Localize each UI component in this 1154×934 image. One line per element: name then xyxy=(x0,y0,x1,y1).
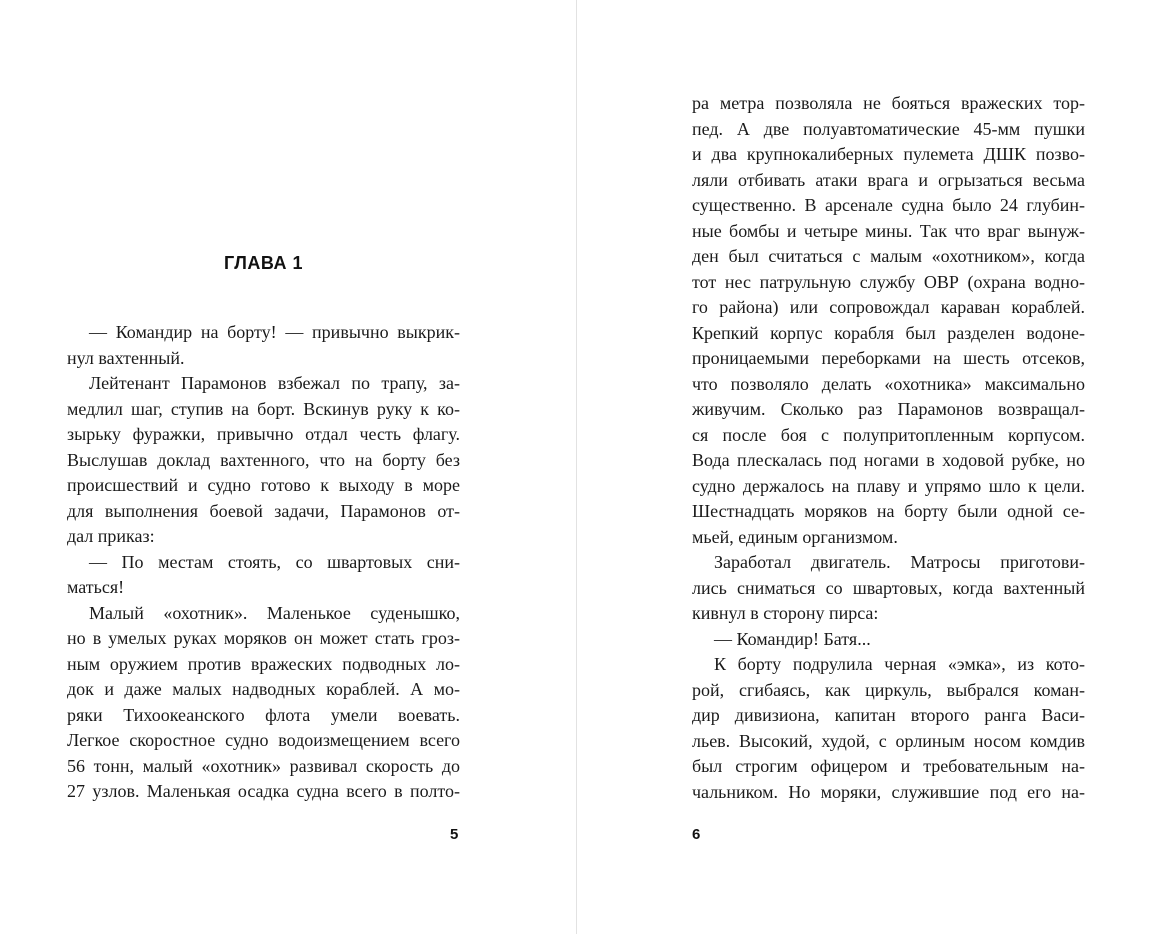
text-line: го района) или сопровождал караван кораблей. xyxy=(692,297,1085,317)
text-line: тот нес патрульную службу ОВР (охрана водно- xyxy=(692,271,1085,292)
text-line: что позволяло делать «охотника» максимально xyxy=(692,373,1085,394)
chapter-title: ГЛАВА 1 xyxy=(224,253,303,273)
text-line: ден был считаться с малым «охотником», когда xyxy=(692,246,1085,266)
text-line: Крепкий корпус корабля был разделен водоне- xyxy=(692,322,1085,343)
page-number: 5 xyxy=(450,826,459,843)
text-line: — Командир! Батя... xyxy=(714,628,871,649)
text-line: 56 тонн, малый «охотник» развивал скорость до xyxy=(67,755,460,776)
text-line: ные бомбы и четыре мины. Так что враг вынуж- xyxy=(692,220,1085,241)
text-line: рой, сгибаясь, как циркуль, выбрался коман- xyxy=(692,679,1085,700)
text-line: ра метра позволяла не бояться вражеских тор- xyxy=(692,93,1085,113)
text-line: лись сниматься со швартовых, когда вахтенный xyxy=(692,577,1085,598)
text-line: нул вахтенный. xyxy=(67,347,185,368)
left-page xyxy=(0,0,576,934)
text-line: Вода плескалась под ногами в ходовой рубке, но xyxy=(692,450,1085,470)
text-line: происшествий и судно готово к выходу в море xyxy=(67,475,460,495)
text-line: — По местам стоять, со швартовых сни- xyxy=(89,551,460,572)
text-line: живучим. Сколько раз Парамонов возвращал- xyxy=(692,399,1085,419)
text-line: Легкое скоростное судно водоизмещением всего xyxy=(67,730,460,750)
text-line: ся после боя с полупритопленным корпусом. xyxy=(692,424,1085,445)
text-line: К борту подрулила черная «эмка», из кото- xyxy=(714,654,1085,674)
text-line: но в умелых руках моряков он может стать гроз- xyxy=(67,628,460,648)
text-line: и два крупнокалиберных пулемета ДШК позво- xyxy=(692,144,1085,164)
text-line: дал приказ: xyxy=(67,526,155,546)
text-line: ным оружием против вражеских подводных ло- xyxy=(67,653,460,674)
text-line: существенно. В арсенале судна было 24 глубин- xyxy=(692,195,1085,215)
text-line: док и даже малых надводных кораблей. А мо- xyxy=(67,679,460,699)
text-line: проницаемыми переборками на шесть отсеков, xyxy=(692,348,1085,368)
text-line: Выслушав доклад вахтенного, что на борту без xyxy=(67,449,460,470)
text-line: ляли отбивать атаки врага и огрызаться весьма xyxy=(692,169,1085,190)
text-line: Малый «охотник». Маленькое суденышко, xyxy=(89,602,460,623)
page-number: 6 xyxy=(692,826,701,843)
text-line: Лейтенант Парамонов взбежал по трапу, за- xyxy=(89,373,460,393)
text-line: льев. Высокий, худой, с орлиным носом комдив xyxy=(692,730,1085,751)
text-line: ряки Тихоокеанского флота умели воевать. xyxy=(67,704,460,725)
text-line: 27 узлов. Маленькая осадка судна всего в полто- xyxy=(67,781,460,801)
text-line: Шестнадцать моряков на борту были одной се- xyxy=(692,501,1085,521)
text-line: чальником. Но моряки, служившие под его на- xyxy=(692,781,1085,802)
text-line: для выполнения боевой задачи, Парамонов от- xyxy=(67,500,460,521)
text-line: маться! xyxy=(67,577,125,597)
left-page-body xyxy=(67,320,460,805)
text-line: — Командир на борту! — привычно выкрик- xyxy=(89,322,460,342)
text-line: дир дивизиона, капитан второго ранга Васи- xyxy=(692,705,1085,725)
right-page-body xyxy=(692,91,1085,805)
text-line: мьей, единым организмом. xyxy=(692,526,898,547)
text-line: зырьку фуражки, привычно отдал честь флагу. xyxy=(67,424,460,444)
text-line: был строгим офицером и требовательным на- xyxy=(692,756,1085,776)
text-line: пед. А две полуавтоматические 45-мм пушки xyxy=(692,118,1085,139)
text-line: судно держалось на плаву и упрямо шло к цели. xyxy=(692,475,1085,496)
text-line: Заработал двигатель. Матросы приготови- xyxy=(714,552,1085,572)
text-line: медлил шаг, ступив на борт. Вскинув руку к ко- xyxy=(67,398,460,419)
text-line: кивнул в сторону пирса: xyxy=(692,603,879,623)
